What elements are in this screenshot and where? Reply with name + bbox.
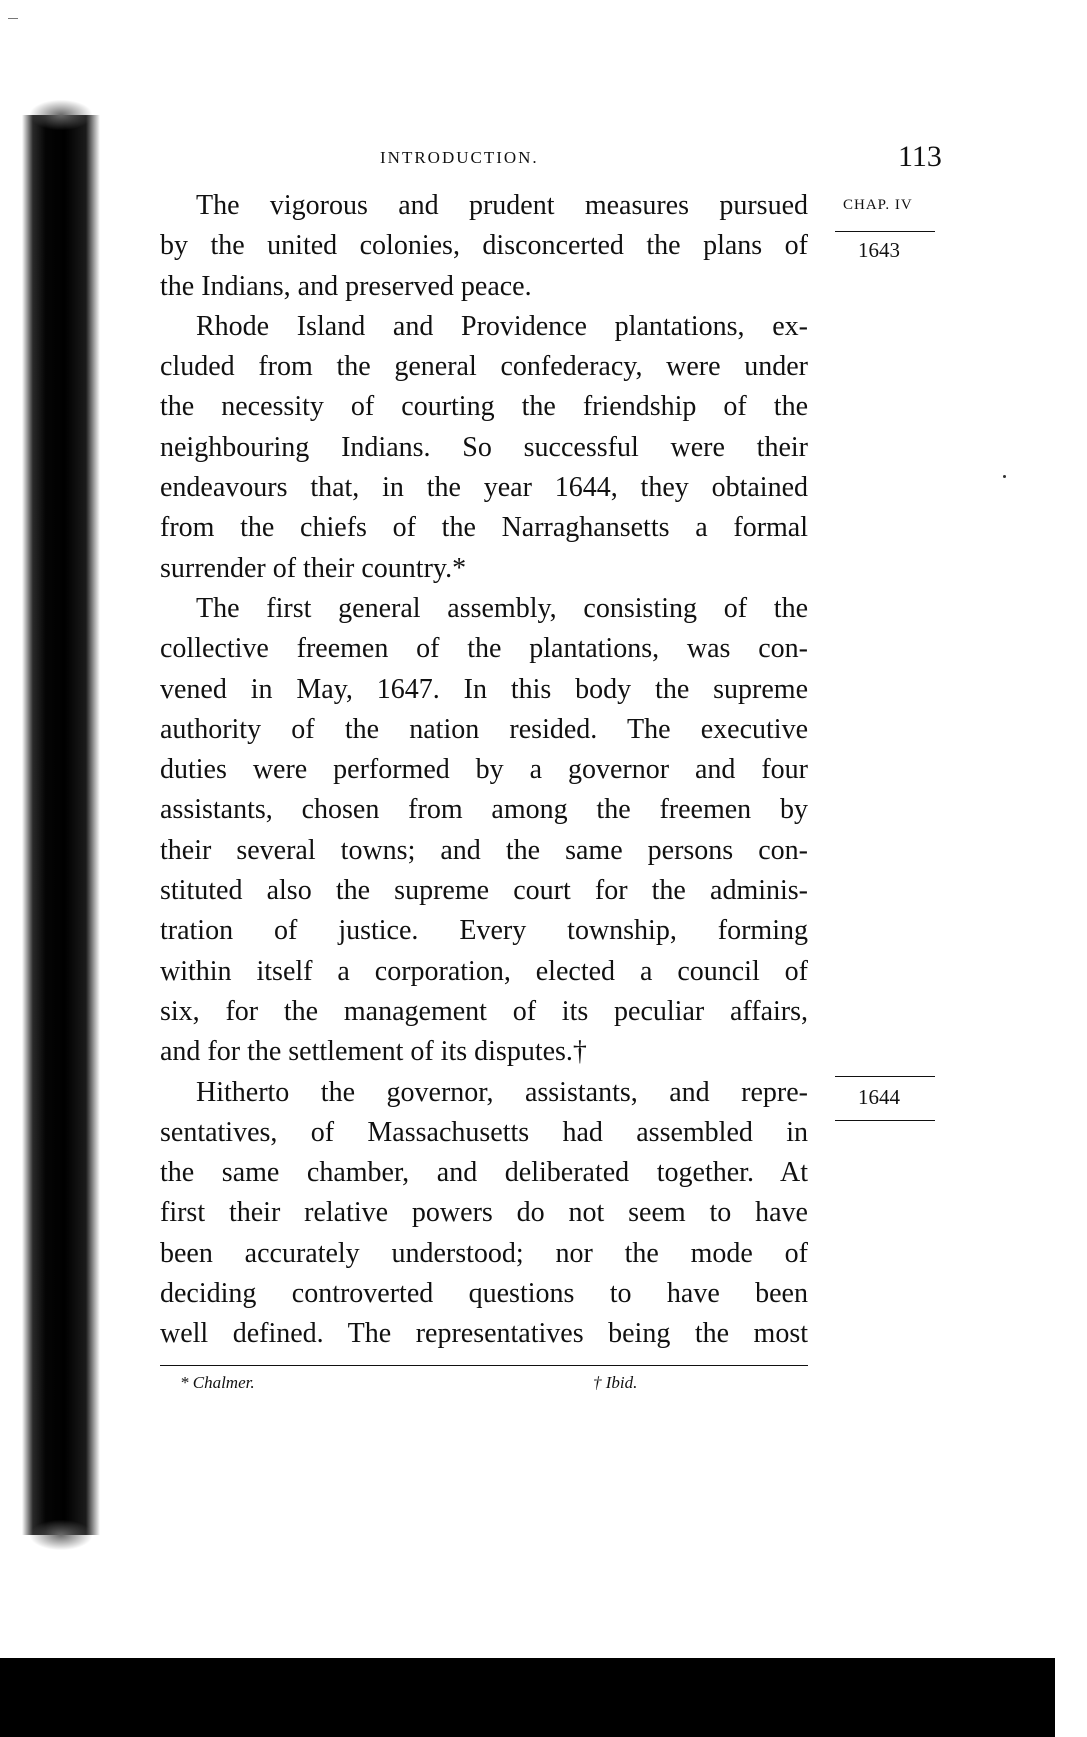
scan-mark	[8, 18, 18, 19]
margin-year-1643: 1643	[858, 238, 900, 262]
paragraph	[160, 1073, 808, 1355]
text-line: stituted also the supreme court for the adminis-	[160, 875, 808, 907]
margin-rule	[835, 1120, 935, 1121]
page-speck	[1003, 475, 1006, 478]
text-line: within itself a corporation, elected a council of	[160, 955, 808, 987]
footnote-chalmer: * Chalmer.	[180, 1373, 255, 1392]
paragraph	[160, 307, 808, 589]
margin-chapter: CHAP. IV	[843, 197, 913, 213]
footnote-rule	[160, 1365, 808, 1366]
text-line: assistants, chosen from among the freemen by	[160, 794, 808, 826]
text-line: been accurately understood; nor the mode of	[160, 1237, 808, 1269]
text-line: well defined. The representatives being the most	[160, 1318, 808, 1350]
scan-bottom-edge	[0, 1658, 1055, 1737]
text-line: tration of justice. Every township, forming	[160, 915, 808, 947]
text-line: cluded from the general confederacy, were under	[160, 351, 808, 383]
text-line: the necessity of courting the friendship of the	[160, 391, 808, 423]
text-line: vened in May, 1647. In this body the supreme	[160, 673, 808, 705]
spine-shadow-bottom	[30, 1520, 92, 1550]
margin-year-1644: 1644	[858, 1085, 900, 1109]
text-line: endeavours that, in the year 1644, they obtained	[160, 472, 808, 504]
text-line: the same chamber, and deliberated together. At	[160, 1157, 808, 1189]
text-line: and for the settlement of its disputes.†	[160, 1036, 587, 1068]
paragraph	[160, 186, 808, 307]
text-line: The vigorous and prudent measures pursued	[196, 190, 808, 221]
text-line: The first general assembly, consisting of the	[196, 592, 808, 624]
text-line: Hitherto the governor, assistants, and repre-	[196, 1076, 808, 1108]
book-spine-shadow	[22, 115, 100, 1535]
running-head: INTRODUCTION.	[380, 148, 539, 167]
text-line: surrender of their country.*	[160, 552, 467, 584]
text-line: six, for the management of its peculiar affairs,	[160, 995, 808, 1027]
text-line: Rhode Island and Providence plantations, ex-	[196, 310, 808, 342]
text-line: authority of the nation resided. The executive	[160, 713, 808, 745]
text-line: by the united colonies, disconcerted the plans of	[160, 230, 808, 262]
paragraph	[160, 589, 808, 1073]
margin-rule	[835, 1076, 935, 1077]
text-line: first their relative powers do not seem to have	[160, 1197, 808, 1229]
text-line: deciding controverted questions to have been	[160, 1278, 808, 1310]
margin-rule	[835, 231, 935, 232]
body-text	[160, 186, 808, 1355]
page-number: 113	[898, 140, 942, 173]
text-line: neighbouring Indians. So successful were their	[160, 431, 808, 463]
text-line: sentatives, of Massachusetts had assembled in	[160, 1116, 808, 1148]
text-line: the Indians, and preserved peace.	[160, 270, 532, 302]
text-line: their several towns; and the same persons con-	[160, 834, 808, 866]
footnote-ibid: † Ibid.	[593, 1373, 638, 1392]
text-line: from the chiefs of the Narraghansetts a formal	[160, 512, 808, 544]
text-line: collective freemen of the plantations, was con-	[160, 633, 808, 665]
spine-shadow-top	[30, 100, 92, 130]
text-line: duties were performed by a governor and four	[160, 754, 808, 786]
